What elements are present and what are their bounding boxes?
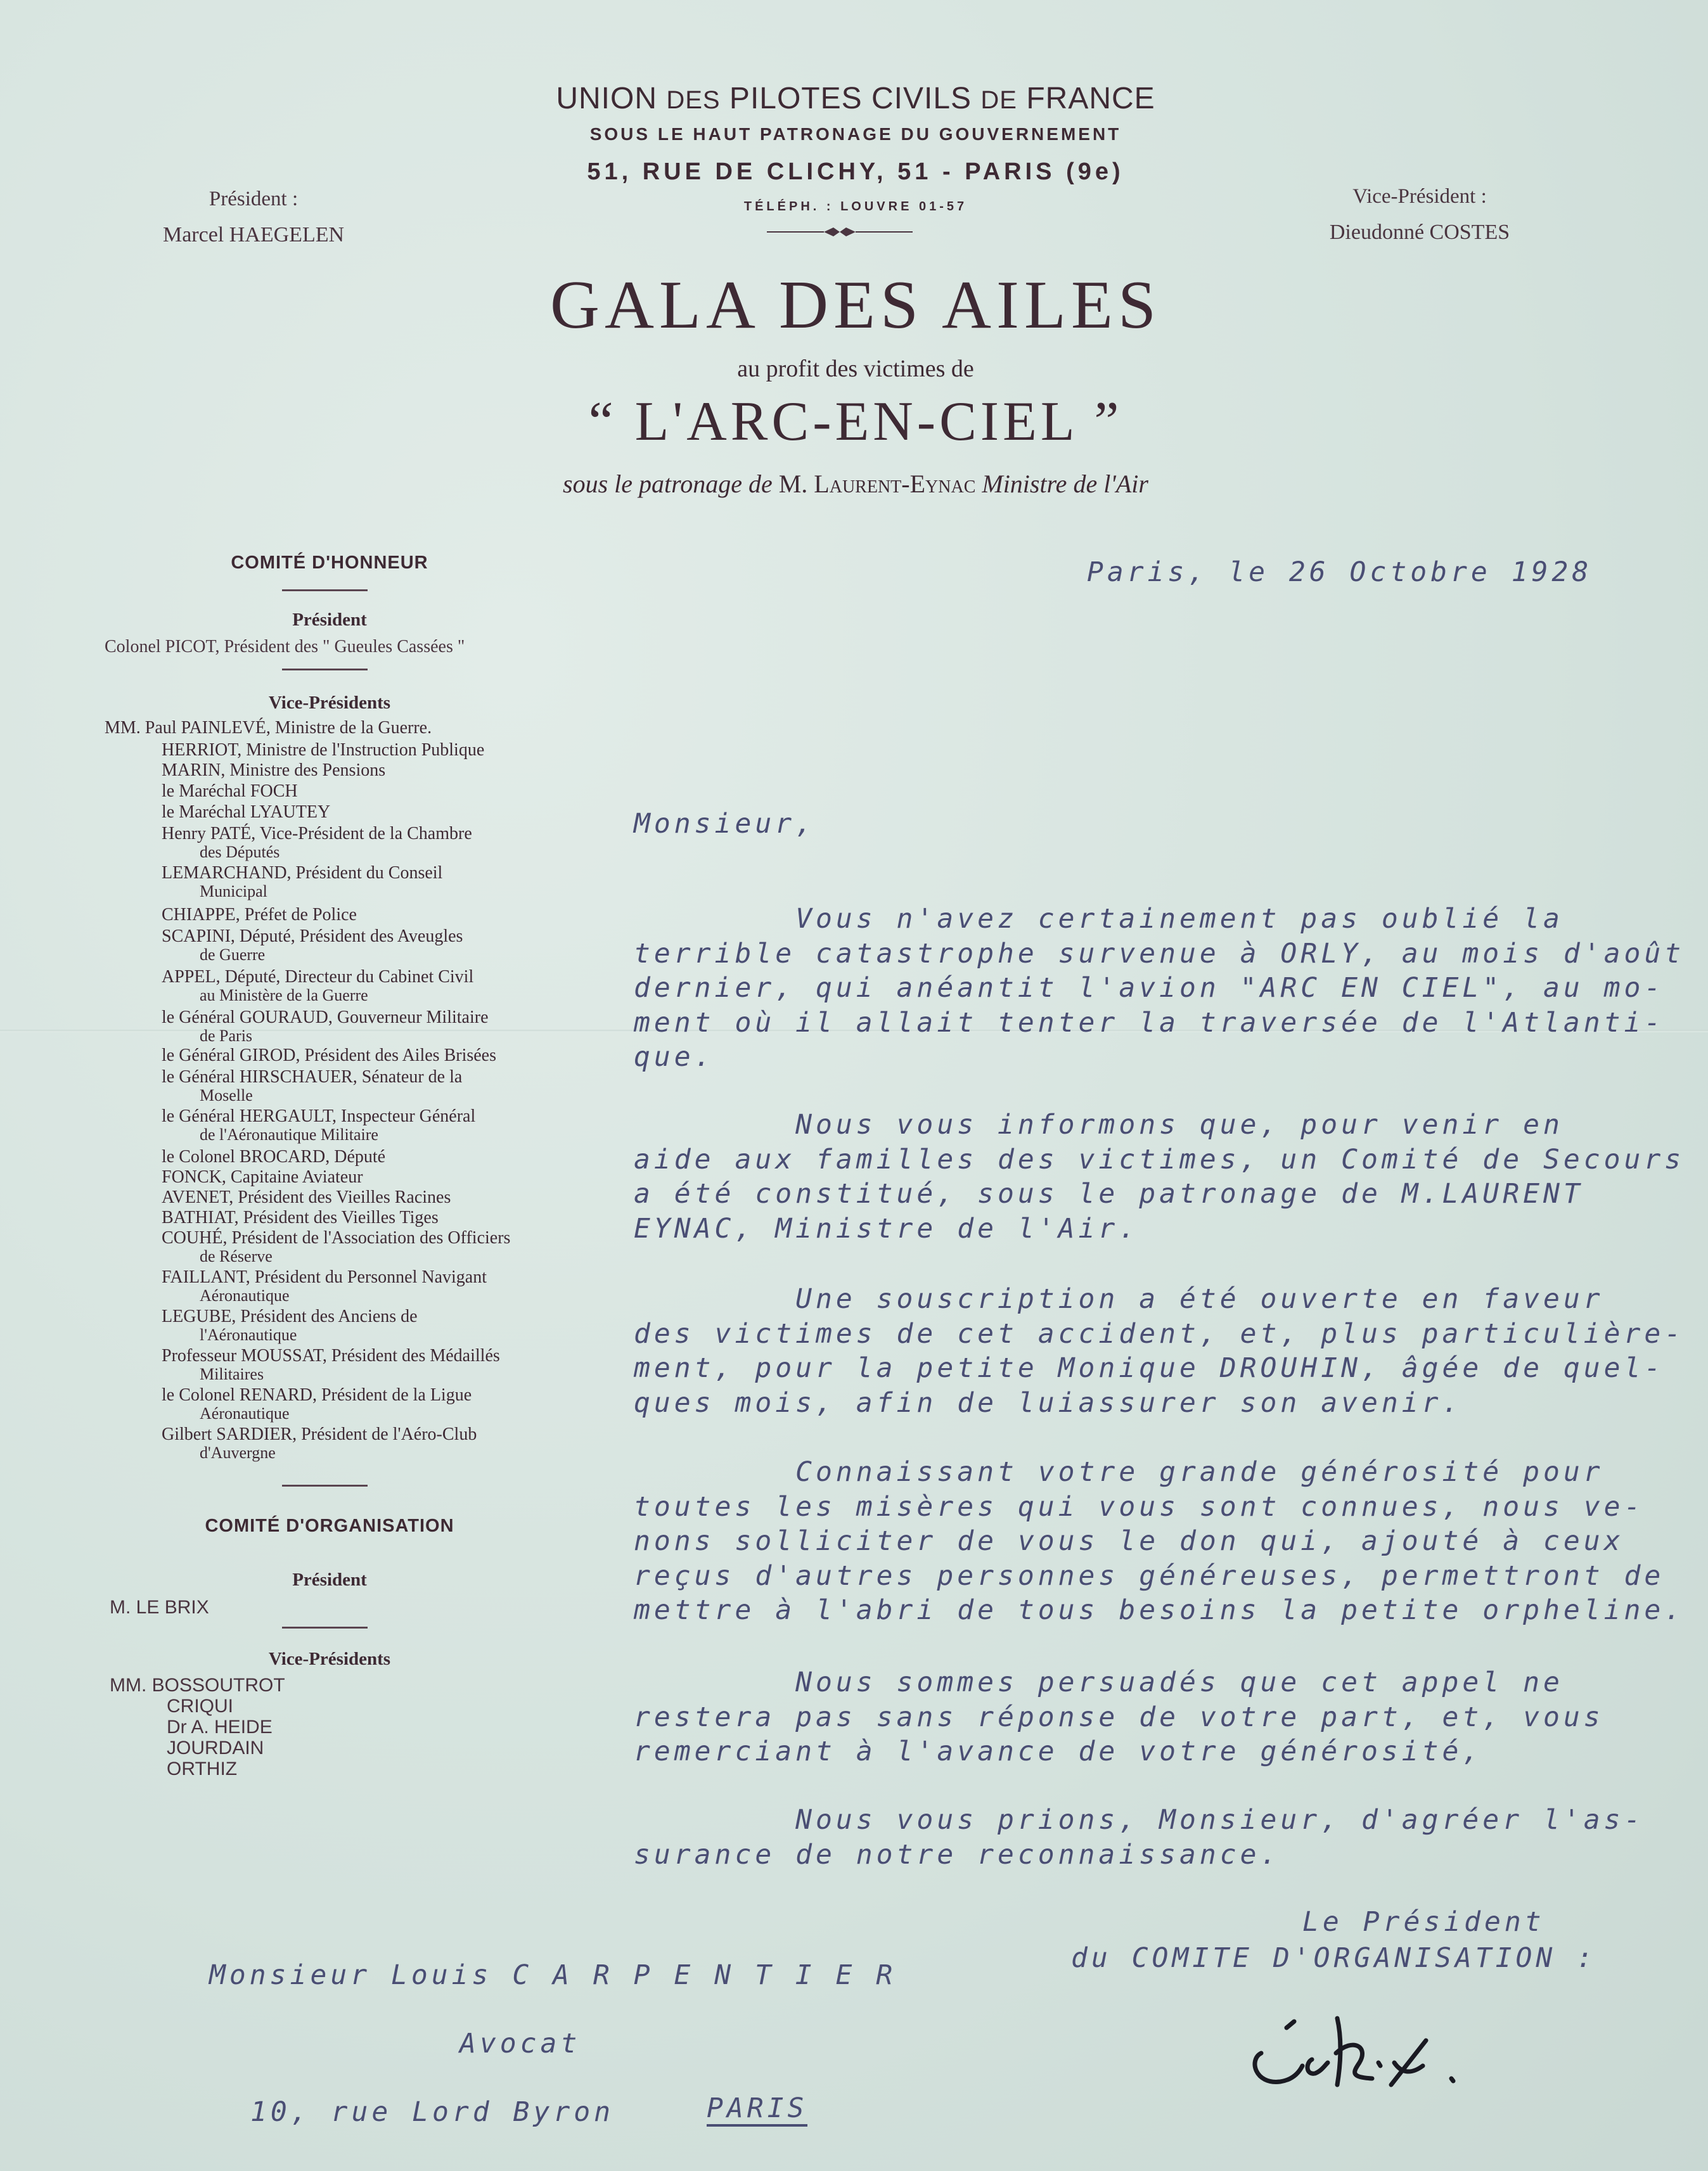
closing-committee: du COMITE D'ORGANISATION : (1071, 1942, 1597, 1974)
letter-line: ques mois, afin de luiassurer son avenir. (634, 1386, 1463, 1419)
event-title: GALA DES AILES (549, 267, 1162, 343)
letter-line: reçus d'autres personnes généreuses, permettront de (634, 1559, 1665, 1592)
member-line-continued: Moselle (200, 1086, 253, 1105)
recipient-name: Monsieur Louis C A R P E N T I E R (209, 1959, 897, 1991)
member-line-continued: des Députés (200, 843, 280, 861)
honneur-member (162, 1385, 472, 1423)
member-line: le Général GOURAUD, Gouverneur Militaire (162, 1008, 489, 1027)
member-line: AVENET, Président des Vieilles Racines (162, 1188, 451, 1207)
member-line: Henry PATÉ, Vice-Président de la Chambre (162, 824, 472, 843)
letter-line: toutes les misères qui vous sont connues, nous ve- (634, 1490, 1645, 1523)
honneur-member (162, 1346, 500, 1383)
closing-president: Le Président (1302, 1906, 1545, 1938)
letter-line: restera pas sans réponse de votre part, et, vous (634, 1701, 1604, 1733)
honneur-member (162, 863, 443, 900)
letter-line: EYNAC, Ministre de l'Air. (634, 1212, 1140, 1245)
letter-date: Paris, le 26 Octobre 1928 (1087, 556, 1593, 588)
member-line: APPEL, Député, Directeur du Cabinet Civil (162, 967, 474, 987)
ornament-divider (767, 226, 913, 238)
member-line: FONCK, Capitaine Aviateur (162, 1167, 363, 1187)
member-line: LEGUBE, Président des Anciens de (162, 1307, 418, 1326)
letter-line: Connaissant votre grande générosité pour (634, 1456, 1604, 1488)
comite-honneur-title: COMITÉ D'HONNEUR (231, 553, 428, 573)
event-name: “ L'ARC-EN-CIEL ” (588, 391, 1123, 452)
letter-line: nons solliciter de vous le don qui, ajouté à ceux (634, 1525, 1624, 1557)
letter-line: remerciant à l'avance de votre générosité, (634, 1736, 1483, 1767)
letter-line: mettre à l'abri de tous besoins la petite orpheline. (634, 1594, 1685, 1626)
organisation-vp: JOURDAIN (167, 1738, 264, 1758)
event-patronage: sous le patronage de M. Laurent-Eynac Ministre de l'Air (563, 470, 1148, 498)
organisation-president: M. LE BRIX (110, 1597, 209, 1618)
honneur-member (162, 1106, 476, 1144)
honneur-vp-label: Vice-Présidents (268, 693, 391, 713)
member-line: SCAPINI, Député, Président des Aveugles (162, 926, 463, 946)
recipient-address: 10, rue Lord Byron (250, 2096, 614, 2128)
organisation-vp: CRIQUI (167, 1696, 233, 1717)
organisation-vps (110, 1675, 285, 1779)
honneur-member (162, 740, 484, 760)
letter-line: surance de notre reconnaissance. (634, 1838, 1281, 1871)
organisation-vp: Dr A. HEIDE (167, 1717, 273, 1738)
letter-line: Vous n'avez certainement pas oublié la (634, 903, 1564, 935)
member-line: le Colonel RENARD, Président de la Ligue (162, 1385, 472, 1405)
letter-line: des victimes de cet accident, et, plus particulière- (634, 1317, 1685, 1350)
letterhead-address: 51, RUE DE CLICHY, 51 - PARIS (9e) (587, 158, 1124, 185)
member-line: le Général HERGAULT, Inspecteur Général (162, 1106, 476, 1126)
rule (282, 669, 368, 670)
member-line: le Maréchal FOCH (162, 781, 298, 801)
letter-line: terrible catastrophe survenue à ORLY, au mois d'août (634, 937, 1685, 970)
letter-line: Une souscription a été ouverte en faveur (634, 1283, 1604, 1315)
rule (282, 1485, 368, 1487)
honneur-member (162, 802, 330, 823)
honneur-president: Colonel PICOT, Président des " Gueules Cassées " (105, 637, 465, 656)
member-line: BATHIAT, Président des Vieilles Tiges (162, 1208, 439, 1227)
vice-president-name: Dieudonné COSTES (1329, 221, 1510, 244)
organisation-president-label: Président (292, 1570, 367, 1590)
letter-line: Nous sommes persuadés que cet appel ne (634, 1667, 1564, 1698)
vice-president-label: Vice-Président : (1352, 185, 1487, 208)
member-line-continued: Aéronautique (200, 1286, 290, 1305)
honneur-member (162, 1228, 511, 1265)
honneur-member (162, 905, 357, 925)
member-line: le Général HIRSCHAUER, Sénateur de la (162, 1067, 463, 1087)
member-line: FAILLANT, Président du Personnel Navigant (162, 1267, 487, 1287)
letter-line: Nous vous informons que, pour venir en (634, 1109, 1564, 1141)
member-line: HERRIOT, Ministre de l'Instruction Publique (162, 740, 485, 760)
union-heading: UNION DES PILOTES CIVILS DE FRANCE (556, 82, 1155, 115)
honneur-member (162, 1046, 496, 1066)
member-line-continued: de Guerre (200, 945, 266, 964)
rule (282, 1627, 368, 1629)
member-line: Gilbert SARDIER, Président de l'Aéro-Club (162, 1425, 477, 1444)
honneur-member (162, 760, 385, 781)
member-line-continued: au Ministère de la Guerre (200, 986, 368, 1004)
honneur-member (162, 1008, 489, 1045)
organisation-vp: ORTHIZ (167, 1758, 238, 1779)
letter-line: ment où il allait tenter la traversée de l'Atlanti- (634, 1006, 1665, 1039)
honneur-member (162, 1267, 487, 1305)
letter-line: Nous vous prions, Monsieur, d'agréer l'as- (634, 1804, 1645, 1836)
member-line: MM. Paul PAINLEVÉ, Ministre de la Guerre. (105, 718, 432, 738)
event-subtitle: au profit des victimes de (737, 355, 974, 382)
member-line-continued: Aéronautique (200, 1404, 290, 1423)
member-line-continued: d'Auvergne (200, 1444, 276, 1462)
letter-line: a été constitué, sous le patronage de M.LAURENT (634, 1178, 1584, 1210)
letter-line: ment, pour la petite Monique DROUHIN, âgée de quel- (634, 1352, 1665, 1384)
member-line-continued: Municipal (200, 882, 267, 900)
honneur-member (162, 1208, 439, 1228)
honneur-member (162, 1307, 418, 1344)
member-line-continued: de Réserve (200, 1247, 273, 1265)
letter-line: que. (634, 1041, 715, 1073)
member-line: le Maréchal LYAUTEY (162, 802, 331, 822)
honneur-member (162, 967, 474, 1004)
member-line-continued: de Paris (200, 1027, 253, 1045)
recipient-city: PARIS (707, 2092, 807, 2127)
letter-line: dernier, qui anéantit l'avion "ARC EN CIEL", au mo- (634, 972, 1665, 1004)
organisation-vp-label: Vice-Présidents (268, 1649, 391, 1669)
honneur-member (162, 926, 463, 964)
honneur-president-label: Président (292, 610, 367, 630)
member-line: CHIAPPE, Préfet de Police (162, 905, 357, 925)
letter-line: aide aux familles des victimes, un Comité de Secours (634, 1143, 1685, 1175)
member-line-continued: Militaires (200, 1365, 264, 1383)
honneur-member (162, 1188, 451, 1208)
honneur-member (162, 1167, 363, 1188)
comite-organisation-title: COMITÉ D'ORGANISATION (205, 1516, 454, 1536)
member-line: COUHÉ, Président de l'Association des Officiers (162, 1228, 511, 1248)
letterhead-phone: TÉLÉPH. : LOUVRE 01-57 (743, 200, 968, 214)
member-line: Professeur MOUSSAT, Président des Médaillés (162, 1346, 500, 1366)
member-line: le Colonel BROCARD, Député (162, 1147, 386, 1167)
honneur-member (162, 1067, 463, 1105)
honneur-member (162, 1425, 477, 1462)
honneur-member (162, 1147, 385, 1167)
member-line: LEMARCHAND, Président du Conseil (162, 863, 443, 883)
honneur-member (105, 718, 432, 738)
member-line-continued: l'Aéronautique (200, 1326, 297, 1344)
recipient-title: Avocat (459, 2028, 581, 2059)
honneur-member (162, 824, 472, 861)
signature (1242, 2002, 1508, 2097)
member-line-continued: de l'Aéronautique Militaire (200, 1125, 378, 1144)
organisation-vp: MM. BOSSOUTROT (110, 1675, 285, 1696)
member-line: MARIN, Ministre des Pensions (162, 760, 386, 780)
president-label: Président : (209, 188, 299, 210)
member-line: le Général GIROD, Président des Ailes Brisées (162, 1046, 496, 1065)
rule (282, 589, 368, 591)
government-patronage: SOUS LE HAUT PATRONAGE DU GOUVERNEMENT (589, 124, 1122, 144)
president-name: Marcel HAEGELEN (162, 223, 345, 247)
honneur-member (162, 781, 298, 802)
salutation: Monsieur, (634, 808, 816, 840)
